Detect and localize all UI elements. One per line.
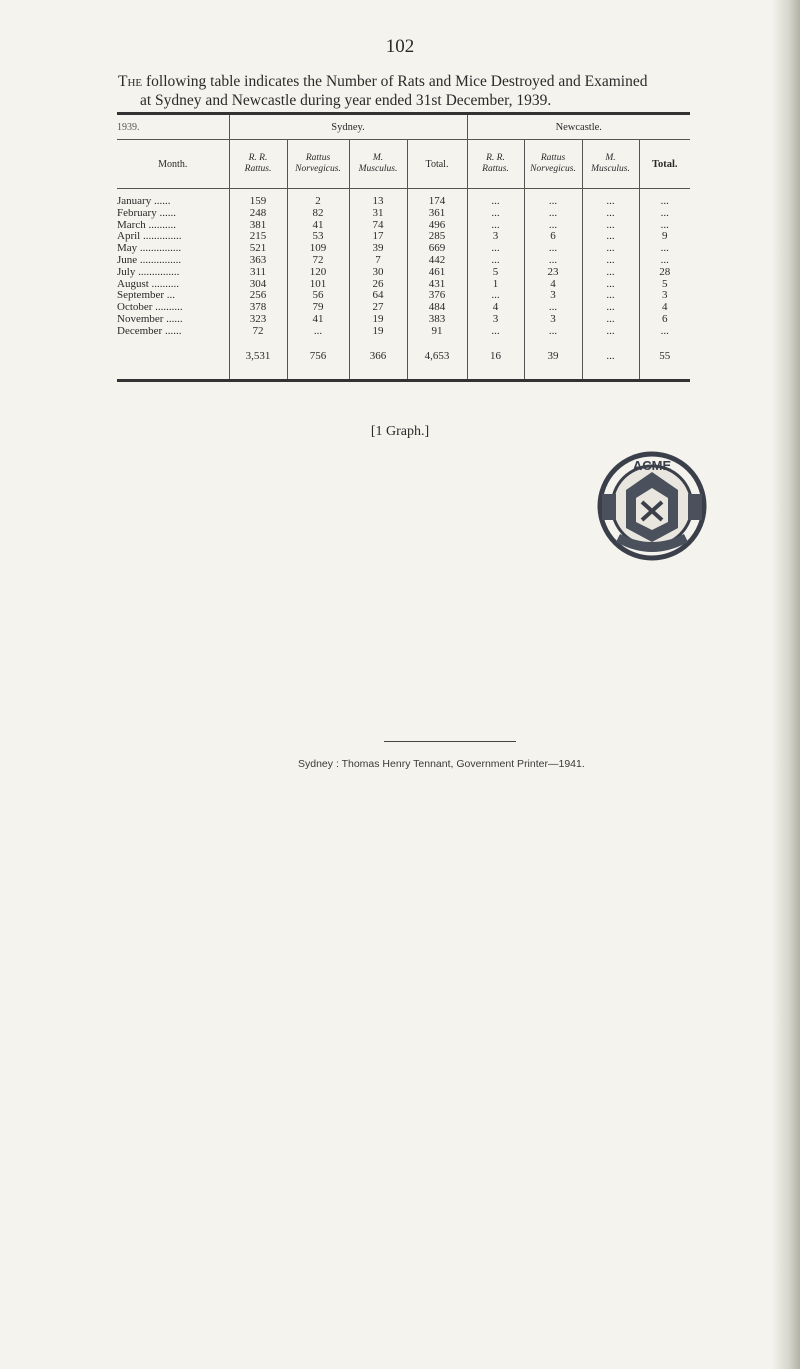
month-cell: July ............... bbox=[117, 265, 180, 278]
intro-line-2: at Sydney and Newcastle during year ended 31st December, 1939. bbox=[140, 92, 552, 109]
sydney-rn-cell: 41 bbox=[287, 220, 349, 232]
table-row bbox=[117, 302, 690, 314]
newcastle-total-cell: ... bbox=[639, 189, 690, 208]
month-cell: October .......... bbox=[117, 301, 183, 314]
sydney-rn-cell: 109 bbox=[287, 243, 349, 255]
sydney-rr-cell: 256 bbox=[229, 290, 287, 302]
sydney-rn-cell: 2 bbox=[287, 189, 349, 208]
sydney-total-cell: 174 bbox=[407, 189, 467, 208]
newcastle-mm-cell: ... bbox=[582, 290, 639, 302]
sydney-total-cell: 285 bbox=[407, 231, 467, 243]
sydney-total-cell: 361 bbox=[407, 208, 467, 220]
sydney-rn-cell: 72 bbox=[287, 255, 349, 267]
newcastle-rn-cell: ... bbox=[524, 243, 582, 255]
newcastle-rr-cell: ... bbox=[467, 290, 524, 302]
month-cell: January ...... bbox=[117, 195, 171, 207]
newcastle-rr-header: R. R. Rattus. bbox=[467, 140, 524, 189]
sydney-rr-cell: 521 bbox=[229, 243, 287, 255]
sydney-mm-cell: 13 bbox=[349, 189, 407, 208]
sydney-mm-header: M. Musculus. bbox=[349, 140, 407, 189]
totals-row bbox=[117, 346, 690, 381]
month-cell: August .......... bbox=[117, 277, 180, 290]
newcastle-mm-cell: ... bbox=[582, 279, 639, 291]
sydney-rn-cell: 120 bbox=[287, 267, 349, 279]
newcastle-total-cell: ... bbox=[639, 243, 690, 255]
newcastle-mm-cell: ... bbox=[582, 255, 639, 267]
newcastle-total-cell: ... bbox=[639, 255, 690, 267]
sydney-total-cell: 376 bbox=[407, 290, 467, 302]
month-cell: June ............... bbox=[117, 253, 182, 266]
table-row bbox=[117, 208, 690, 220]
sydney-mm-total: 366 bbox=[349, 346, 407, 381]
sydney-rn-cell: 41 bbox=[287, 314, 349, 326]
newcastle-total-cell: 6 bbox=[639, 314, 690, 326]
newcastle-grand-total: 55 bbox=[639, 346, 690, 381]
page-number: 102 bbox=[385, 36, 415, 57]
sydney-rr-cell: 159 bbox=[229, 189, 287, 208]
newcastle-rn-cell: ... bbox=[524, 255, 582, 267]
library-stamp-icon bbox=[596, 450, 708, 562]
newcastle-rn-cell: ... bbox=[524, 302, 582, 314]
sydney-rn-cell: 101 bbox=[287, 279, 349, 291]
newcastle-rr-cell: ... bbox=[467, 189, 524, 208]
sydney-mm-cell: 30 bbox=[349, 267, 407, 279]
sydney-mm-cell: 39 bbox=[349, 243, 407, 255]
newcastle-rr-cell: ... bbox=[467, 220, 524, 232]
month-cell: November ...... bbox=[117, 312, 183, 325]
newcastle-total-cell: 28 bbox=[639, 267, 690, 279]
newcastle-mm-header: M. Musculus. bbox=[582, 140, 639, 189]
sydney-rn-cell: 82 bbox=[287, 208, 349, 220]
sydney-mm-cell: 64 bbox=[349, 290, 407, 302]
month-cell: December ...... bbox=[117, 324, 182, 337]
newcastle-rr-cell: 4 bbox=[467, 302, 524, 314]
sydney-mm-cell: 17 bbox=[349, 231, 407, 243]
newcastle-header: Newcastle. bbox=[467, 114, 690, 140]
newcastle-mm-total: ... bbox=[582, 346, 639, 381]
newcastle-mm-cell: ... bbox=[582, 302, 639, 314]
imprint-rule bbox=[384, 741, 516, 742]
sydney-total-cell: 442 bbox=[407, 255, 467, 267]
sydney-rr-cell: 311 bbox=[229, 267, 287, 279]
newcastle-mm-cell: ... bbox=[582, 326, 639, 338]
newcastle-total-cell: ... bbox=[639, 208, 690, 220]
month-cell: September ... bbox=[117, 289, 176, 302]
table-row bbox=[117, 326, 690, 338]
sydney-mm-cell: 31 bbox=[349, 208, 407, 220]
sydney-total-cell: 431 bbox=[407, 279, 467, 291]
newcastle-rn-cell: 6 bbox=[524, 231, 582, 243]
sydney-rr-header: R. R. Rattus. bbox=[229, 140, 287, 189]
printer-imprint: Sydney : Thomas Henry Tennant, Government Printer—1941. bbox=[298, 758, 585, 770]
newcastle-rn-cell: ... bbox=[524, 326, 582, 338]
sydney-rr-total: 3,531 bbox=[229, 346, 287, 381]
newcastle-rn-cell: 23 bbox=[524, 267, 582, 279]
newcastle-rn-header: Rattus Norvegicus. bbox=[524, 140, 582, 189]
month-cell: February ...... bbox=[117, 206, 176, 219]
newcastle-rn-cell: ... bbox=[524, 220, 582, 232]
sydney-header: Sydney. bbox=[229, 114, 467, 140]
sydney-total-cell: 91 bbox=[407, 326, 467, 338]
newcastle-rn-cell: 3 bbox=[524, 314, 582, 326]
newcastle-rr-cell: 5 bbox=[467, 267, 524, 279]
sydney-total-header: Total. bbox=[407, 140, 467, 189]
newcastle-rr-cell: 3 bbox=[467, 231, 524, 243]
month-cell: May ............... bbox=[117, 242, 182, 255]
graph-caption: [1 Graph.] bbox=[370, 424, 430, 439]
sydney-rr-cell: 304 bbox=[229, 279, 287, 291]
page-edge-shadow bbox=[772, 0, 800, 1369]
sydney-mm-cell: 27 bbox=[349, 302, 407, 314]
table-row bbox=[117, 279, 690, 291]
intro-lead: The bbox=[118, 73, 143, 90]
intro-line-1 bbox=[118, 72, 718, 91]
newcastle-rn-cell: ... bbox=[524, 208, 582, 220]
newcastle-rn-cell: 3 bbox=[524, 290, 582, 302]
month-cell: March .......... bbox=[117, 218, 176, 231]
newcastle-rn-cell: 4 bbox=[524, 279, 582, 291]
sydney-grand-total: 4,653 bbox=[407, 346, 467, 381]
table-row bbox=[117, 231, 690, 243]
newcastle-rr-cell: ... bbox=[467, 208, 524, 220]
intro-paragraph bbox=[118, 72, 718, 110]
sydney-rr-cell: 378 bbox=[229, 302, 287, 314]
sydney-rn-header: Rattus Norvegicus. bbox=[287, 140, 349, 189]
intro-text-1: following table indicates the Number of Rats and Mice Destroyed and Examined bbox=[142, 73, 648, 90]
sydney-total-cell: 484 bbox=[407, 302, 467, 314]
newcastle-mm-cell: ... bbox=[582, 243, 639, 255]
table-row bbox=[117, 243, 690, 255]
sydney-rn-cell: 56 bbox=[287, 290, 349, 302]
newcastle-mm-cell: ... bbox=[582, 267, 639, 279]
newcastle-total-cell: 4 bbox=[639, 302, 690, 314]
newcastle-rr-cell: ... bbox=[467, 243, 524, 255]
newcastle-mm-cell: ... bbox=[582, 208, 639, 220]
sydney-mm-cell: 19 bbox=[349, 314, 407, 326]
month-cell: April .............. bbox=[117, 230, 182, 243]
newcastle-total-header: Total. bbox=[639, 140, 690, 189]
sydney-rn-cell: 79 bbox=[287, 302, 349, 314]
table-row bbox=[117, 267, 690, 279]
table-row bbox=[117, 255, 690, 267]
newcastle-rr-cell: 1 bbox=[467, 279, 524, 291]
table-row bbox=[117, 220, 690, 232]
sydney-rn-cell: 53 bbox=[287, 231, 349, 243]
newcastle-total-cell: ... bbox=[639, 326, 690, 338]
sydney-rr-cell: 381 bbox=[229, 220, 287, 232]
newcastle-rr-total: 16 bbox=[467, 346, 524, 381]
sydney-total-cell: 461 bbox=[407, 267, 467, 279]
sydney-mm-cell: 74 bbox=[349, 220, 407, 232]
newcastle-rr-cell: 3 bbox=[467, 314, 524, 326]
sydney-rr-cell: 363 bbox=[229, 255, 287, 267]
sydney-mm-cell: 26 bbox=[349, 279, 407, 291]
rats-mice-table bbox=[117, 112, 690, 382]
sydney-rr-cell: 72 bbox=[229, 326, 287, 338]
table-row bbox=[117, 290, 690, 302]
sydney-rr-cell: 215 bbox=[229, 231, 287, 243]
month-header: Month. bbox=[158, 158, 188, 170]
newcastle-rn-total: 39 bbox=[524, 346, 582, 381]
newcastle-rr-cell: ... bbox=[467, 255, 524, 267]
sydney-mm-cell: 7 bbox=[349, 255, 407, 267]
sydney-rn-cell: ... bbox=[287, 326, 349, 338]
newcastle-total-cell: 9 bbox=[639, 231, 690, 243]
sydney-rr-cell: 248 bbox=[229, 208, 287, 220]
sydney-rr-cell: 323 bbox=[229, 314, 287, 326]
newcastle-total-cell: 5 bbox=[639, 279, 690, 291]
sydney-total-cell: 669 bbox=[407, 243, 467, 255]
newcastle-mm-cell: ... bbox=[582, 189, 639, 208]
sydney-rn-total: 756 bbox=[287, 346, 349, 381]
newcastle-mm-cell: ... bbox=[582, 220, 639, 232]
sydney-mm-cell: 19 bbox=[349, 326, 407, 338]
newcastle-rn-cell: ... bbox=[524, 189, 582, 208]
year-header: 1939. bbox=[117, 114, 229, 140]
table-spacer bbox=[117, 338, 690, 346]
newcastle-mm-cell: ... bbox=[582, 231, 639, 243]
newcastle-mm-cell: ... bbox=[582, 314, 639, 326]
sydney-total-cell: 496 bbox=[407, 220, 467, 232]
newcastle-total-cell: 3 bbox=[639, 290, 690, 302]
newcastle-rr-cell: ... bbox=[467, 326, 524, 338]
newcastle-total-cell: ... bbox=[639, 220, 690, 232]
seal-text: ACME bbox=[632, 458, 672, 473]
table-row bbox=[117, 314, 690, 326]
sydney-total-cell: 383 bbox=[407, 314, 467, 326]
table-row bbox=[117, 189, 690, 208]
